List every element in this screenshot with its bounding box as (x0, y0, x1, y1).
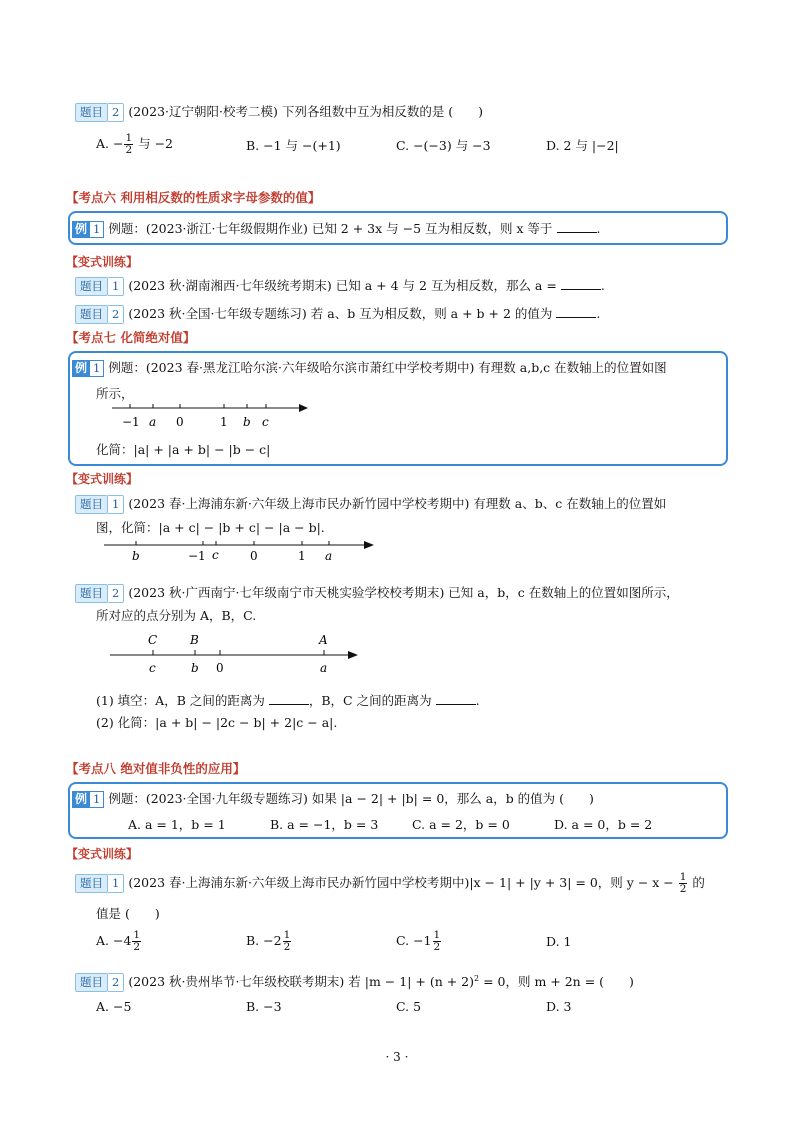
question-6-1: 题目 1 (2023 秋·湖南湘西·七年级统考期末) 已知 a + 4 与 2 互为相反数，那么 a = . (75, 276, 605, 296)
svg-text:0: 0 (250, 549, 258, 563)
option-d: D. 2 与 |−2| (546, 138, 619, 153)
option-c: C. −(−3) 与 −3 (396, 138, 491, 153)
question-7-1-line2: 图，化简：|a + c| − |b + c| − |a − b|. (96, 520, 325, 535)
answer-blank (561, 279, 601, 290)
option-d: D. a = 0，b = 2 (554, 817, 653, 832)
option-b: B. a = −1，b = 3 (270, 817, 379, 832)
variant-heading: 【变式训练】 (66, 472, 139, 486)
svg-text:B: B (190, 633, 199, 647)
option-c: C. 5 (396, 999, 422, 1014)
svg-text:0: 0 (176, 415, 184, 429)
option-a: A. a = 1，b = 1 (128, 817, 226, 832)
option-a: A. −5 (96, 999, 132, 1014)
svg-text:1: 1 (220, 415, 228, 429)
answer-blank (436, 694, 476, 705)
svg-text:0: 0 (216, 661, 224, 675)
fraction: $\frac{1}{2}$ (679, 871, 687, 895)
answer-blank (556, 307, 596, 318)
section-heading-6: 【考点六 利用相反数的性质求字母参数的值】 (66, 190, 321, 205)
number-line-q7-2 (100, 628, 370, 678)
svg-text:C: C (148, 633, 158, 647)
option-b: B. −2 $\frac{1}{2}$ (246, 929, 291, 953)
option-b: B. −1 与 −(+1) (246, 138, 341, 153)
svg-text:A: A (319, 633, 328, 647)
question-text: (2023·辽宁朝阳·校考二模) 下列各组数中互为相反数的是 ( ) (128, 104, 484, 119)
number-line-q7-1 (100, 538, 380, 566)
svg-text:−1: −1 (188, 549, 206, 563)
fraction: $\frac{1}{2}$ (125, 132, 133, 156)
svg-text:a: a (325, 549, 333, 563)
svg-text:−1: −1 (122, 415, 140, 429)
variant-heading: 【变式训练】 (66, 847, 139, 861)
question-7-2-sub1: (1) 填空：A，B 之间的距离为 ，B，C 之间的距离为 . (96, 693, 480, 708)
svg-text:1: 1 (298, 549, 306, 563)
example-7-line3: 化简：|a| + |a + b| − |b − c| (96, 442, 271, 457)
svg-text:c: c (262, 415, 269, 429)
svg-text:b: b (191, 661, 199, 675)
svg-text:c: c (212, 548, 219, 562)
question-7-1: 题目 1 (2023 春·上海浦东新·六年级上海市民办新竹园中学校考期中) 有理数 a、b、c 在数轴上的位置如 (75, 494, 666, 514)
option-b: B. −3 (246, 999, 282, 1014)
answer-blank (269, 694, 309, 705)
question-7-2: 题目 2 (2023 秋·广西南宁·七年级南宁市天桃实验学校校考期末) 已知 a，b，c 在数轴上的位置如图所示， (75, 583, 679, 603)
variant-heading: 【变式训练】 (66, 255, 139, 269)
section-heading-7: 【考点七 化简绝对值】 (66, 330, 196, 345)
question-8-1-line2: 值是 ( ) (96, 906, 160, 921)
example-7-line2: 所示， (96, 386, 134, 401)
option-c: C. a = 2，b = 0 (412, 817, 510, 832)
question-tag: 题目 (75, 103, 108, 122)
example-7: 例 1 例题：(2023 春·黑龙江哈尔滨·六年级哈尔滨市萧红中学校考期中) 有理数 a,b,c 在数轴上的位置如图 (72, 358, 667, 377)
example-8: 例 1 例题：(2023·全国·九年级专题练习) 如果 |a − 2| + |b| = 0，那么 a，b 的值为 ( ) (72, 789, 594, 808)
example-label: 例 (72, 221, 90, 238)
question-8-1: 题目 1 (2023 春·上海浦东新·六年级上海市民办新竹园中学校考期中)|x − 1| + |y + 3| = 0，则 y − x − $\frac{1}{2}$ 的 (75, 872, 705, 895)
svg-text:a: a (149, 415, 157, 429)
question-7-2-sub2: (2) 化简：|a + b| − |2c − b| + 2|c − a|. (96, 715, 338, 730)
example-6: 例 1 例题：(2023·浙江·七年级假期作业) 已知 2 + 3x 与 −5 互为相反数，则 x 等于 . (72, 219, 601, 238)
option-a: A. − $\frac{1}{2}$ 与 −2 (96, 132, 174, 156)
svg-text:b: b (132, 549, 140, 563)
option-a: A. −4 $\frac{1}{2}$ (96, 929, 141, 953)
section-heading-8: 【考点八 绝对值非负性的应用】 (66, 761, 246, 776)
example-number: 1 (90, 221, 104, 238)
page-number: · 3 · (385, 1050, 409, 1064)
question-q1 (75, 102, 483, 122)
option-d: D. 1 (546, 934, 572, 949)
option-c: C. −1 $\frac{1}{2}$ (396, 929, 441, 953)
question-number: 2 (108, 103, 124, 122)
number-line-ex7 (100, 398, 320, 432)
answer-blank (557, 222, 597, 233)
question-7-2-line2: 所对应的点分别为 A，B，C. (96, 608, 257, 623)
option-d: D. 3 (546, 999, 572, 1014)
svg-text:b: b (243, 415, 251, 429)
svg-text:a: a (320, 661, 328, 675)
question-8-2: 题目 2 (2023 秋·贵州毕节·七年级校联考期末) 若 $|m - 1| + (n + 2)^2 = 0$，则 m + 2n = ( ) (75, 972, 634, 992)
svg-text:c: c (149, 661, 156, 675)
question-6-2: 题目 2 (2023 秋·全国·七年级专题练习) 若 a、b 互为相反数，则 a + b + 2 的值为 . (75, 304, 600, 324)
